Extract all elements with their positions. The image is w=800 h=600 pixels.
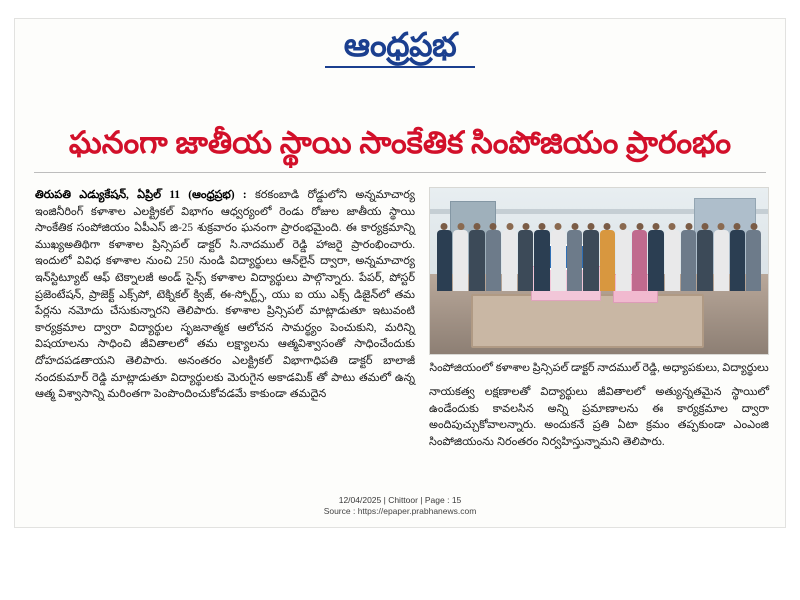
photo-floor-mat — [471, 294, 705, 348]
photo-person — [632, 230, 647, 291]
photo-people-row — [437, 221, 761, 291]
publication-logo: ఆంధ్రప్రభ — [343, 28, 457, 64]
photo-person — [469, 230, 484, 291]
article-dateline: తిరుపతి ఎడ్యుకేషన్‌, ఏప్రిల్‌ 11 (ఆంధ్రప్రభ) : — [35, 189, 247, 201]
article-paragraph-1 — [35, 187, 415, 403]
photo-person — [648, 230, 663, 291]
photo-person — [714, 230, 729, 291]
photo-person — [616, 230, 631, 291]
article-paragraph-2: నాయకత్వ లక్షణాలతో విద్యార్థులు జీవితాలలో అత్యున్నతమైన స్థాయిలో ఉండేందుకు కావలసిన అన్ని ప్రమాణాలను ఈ కార్యక్రమాల ద్వారా అందిపుచ్చుకోవాలన్నారు. అందుకనే ప్రతి ఏటా క్రమం తప్పకుండా ఎంఎంజి సింపోజియంను నిరంతరం నిర్వహిస్తున్నామని తెలిపారు. — [429, 386, 769, 448]
photo-caption: సింపోజియంలో కళాశాల ప్రిన్సిపల్‌ డాక్టర్‌ నాదముల్‌ రెడ్డి, అధ్యాపకులు, విద్యార్థులు — [429, 362, 769, 374]
photo-person — [697, 230, 712, 291]
article-body — [35, 187, 769, 487]
photo-person — [583, 230, 598, 291]
photo-person — [453, 230, 468, 291]
headline-divider — [34, 172, 766, 173]
headline-block — [15, 124, 785, 173]
photo-person — [502, 230, 517, 291]
article-column-right — [429, 187, 769, 487]
photo-person — [551, 230, 566, 291]
photo-person — [681, 230, 696, 291]
article-paragraph-1-text: కరకంబాడి రోడ్డులోని అన్నమాచార్య ఇంజినీరింగ్‌ కళాశాల ఎలక్ట్రికల్‌ విభాగం ఆధ్వర్యంలో రెండు రోజుల జాతీయ స్థాయి సాంకేతిక సంపోజియం ఏపీఎస్‌ జి-25 శుక్రవారం ఘనంగా ప్రారంభమైంది. ఈ కార్యక్రమాన్ని ముఖ్యఅతిథిగా కళాశాల ప్రిన్సిపల్‌ డాక్టర్‌ సి.నాదముల్‌ రెడ్డి హాజరై ప్రారంభించారు. ఇందులో వివిధ కళాశాల నుంచి 250 నుండి విద్యార్థులు ఆన్‌లైన్‌ ద్వారా, అన్నమాచార్య ఇన్‌స్టిట్యూట్‌ ఆఫ్‌ టెక్నాలజీ అండ్‌ సైన్స్‌ కళాశాల విద్యార్థులు పాల్గొన్నారు. పేపర్‌, పోస్టర్‌ ప్రజెంటేషన్‌, ప్రాజెక్ట్‌ ఎక్స్‌పో, టెక్నికల్‌ క్విజ్‌, ఈ-స్పోర్ట్స్‌, యు ఐ యు ఎక్స్‌ డిజైన్‌లో తమ పేర్లను నమోదు చేసుకున్నారని తెలిపారు. కళాశాల ప్రిన్సిపల్‌ మాట్లాడుతూ ఇటువంటి కార్యక్రమాల ద్వారా విద్యార్థుల సృజనాత్మక ఆలోచన సామర్థ్యం పెంచుకుని, మరిన్ని విషయాలను సాధించి జీవితాలలో తమ లక్ష్యాలను ఆత్మవిశ్వాసంతో సాధించేందుకు దోహదపడతాయని తెలిపారు. అనంతరం ఎలక్ట్రికల్‌ విభాగాధిపతి డాక్టర్‌ బాలాజీ నందకుమార్‌ రెడ్డి మాట్లాడుతూ విద్యార్థులకు మెరుగైన అకాడమిక్‌ తో పాటు తమలో ఉన్న ఆత్మ విశ్వాసాన్ని మరింతగా పెంపొందించుకోవడమే కాకుండా తమదైన — [35, 189, 415, 401]
masthead — [15, 27, 785, 83]
photo-person — [665, 230, 680, 291]
article-headline: ఘనంగా జాతీయ స్థాయి సాంకేతిక సింపోజియం ప్రారంభం — [68, 125, 732, 160]
photo-person — [730, 230, 745, 291]
photo-person — [437, 230, 452, 291]
clipping-footer — [15, 495, 785, 517]
masthead-rule — [325, 66, 475, 68]
newspaper-clipping — [14, 18, 786, 528]
symposium-group-photo — [429, 187, 769, 355]
photo-person — [600, 230, 615, 291]
article-column-left — [35, 187, 415, 487]
photo-person — [746, 230, 761, 291]
photo-person — [567, 230, 582, 291]
footer-source: Source : https://epaper.prabhanews.com — [323, 506, 477, 516]
photo-person — [534, 230, 549, 291]
footer-date-page: 12/04/2025 | Chittoor | Page : 15 — [338, 495, 462, 505]
photo-person — [486, 230, 501, 291]
photo-person — [518, 230, 533, 291]
